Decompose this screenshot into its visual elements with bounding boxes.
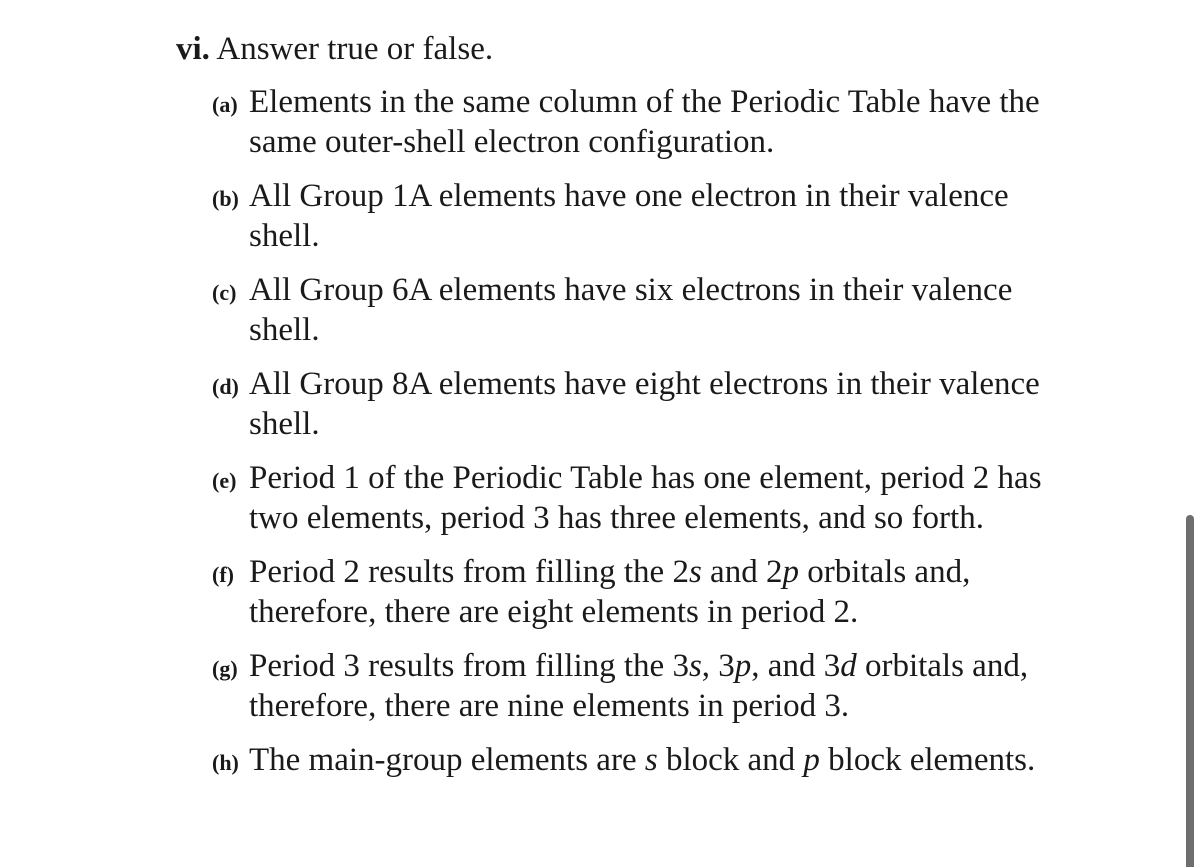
statement-line: same outer-shell electron configuration. bbox=[249, 124, 775, 160]
statement-line: two elements, period 3 has three elements, and so forth. bbox=[249, 500, 984, 536]
question-heading bbox=[176, 28, 493, 70]
statement-label: (h) bbox=[212, 750, 239, 775]
statement-label: (d) bbox=[212, 374, 239, 399]
statement-label: (g) bbox=[212, 656, 238, 681]
statement-g bbox=[212, 646, 1132, 726]
statement-c bbox=[212, 270, 1132, 350]
statement-line: All Group 8A elements have eight electrons in their valence bbox=[249, 366, 1040, 402]
statement-line: Elements in the same column of the Periodic Table have the bbox=[249, 84, 1040, 120]
statement-label: (e) bbox=[212, 468, 237, 493]
statement-label: (c) bbox=[212, 280, 237, 305]
statement-line: The main-group elements are s block and p block elements. bbox=[249, 742, 1036, 778]
statement-line: shell. bbox=[249, 218, 320, 254]
statement-h bbox=[212, 740, 1132, 780]
question-number: vi. bbox=[176, 31, 210, 67]
statement-a bbox=[212, 82, 1132, 162]
statement-d bbox=[212, 364, 1132, 444]
statement-line: therefore, there are eight elements in period 2. bbox=[249, 594, 859, 630]
statement-b bbox=[212, 176, 1132, 256]
statement-line: Period 1 of the Periodic Table has one element, period 2 has bbox=[249, 460, 1042, 496]
statement-label: (a) bbox=[212, 92, 238, 117]
statement-label: (b) bbox=[212, 186, 239, 211]
statement-line: shell. bbox=[249, 406, 320, 442]
statement-line: shell. bbox=[249, 312, 320, 348]
statement-line: therefore, there are nine elements in period 3. bbox=[249, 688, 850, 724]
statement-line: Period 2 results from filling the 2s and 2p orbitals and, bbox=[249, 554, 971, 590]
statement-f bbox=[212, 552, 1132, 632]
statement-e bbox=[212, 458, 1132, 538]
statement-line: Period 3 results from filling the 3s, 3p, and 3d orbitals and, bbox=[249, 648, 1029, 684]
statement-line: All Group 1A elements have one electron in their valence bbox=[249, 178, 1009, 214]
statement-label: (f) bbox=[212, 562, 234, 587]
vertical-scrollbar[interactable] bbox=[1186, 515, 1194, 867]
statement-line: All Group 6A elements have six electrons in their valence bbox=[249, 272, 1013, 308]
question-prompt: Answer true or false. bbox=[216, 31, 494, 67]
